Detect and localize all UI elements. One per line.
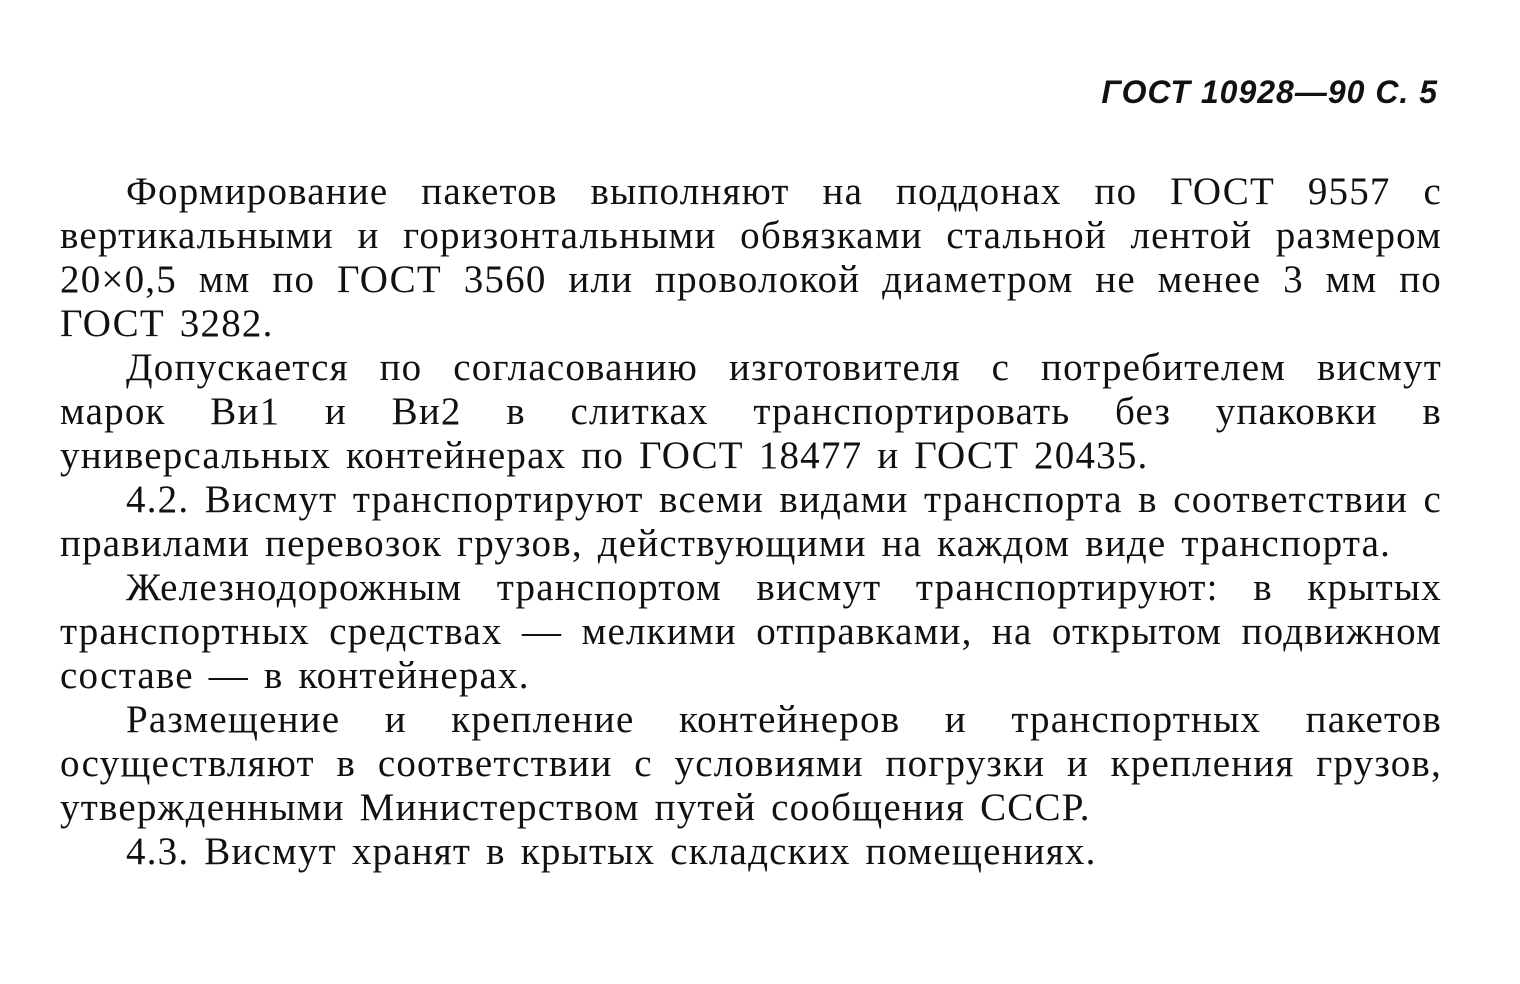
running-header: ГОСТ 10928—90 С. 5: [1101, 74, 1438, 110]
paragraph-4-3-storage: 4.3. Висмут хранят в крытых складских помещениях.: [126, 830, 1097, 873]
paragraph-placement: Размещение и крепление контейнеров и транспортных пакетов осуществляют в соответствии с условиями погрузки и крепления грузов, утвержденными Министерством путей сообщения СССР.: [60, 698, 1442, 829]
paragraph-packaging: Формирование пакетов выполняют на поддонах по ГОСТ 9557 с вертикальными и горизонтальными обвязками стальной лентой размером 20×0,5 мм по ГОСТ 3560 или проволокой диаметром не менее 3 мм по ГОСТ 3282.: [60, 170, 1442, 345]
paragraph-4-2-transport: 4.2. Висмут транспортируют всеми видами транспорта в соответствии с правилами перевозок грузов, действующими на каждом виде транспорта.: [60, 478, 1442, 565]
paragraph-containers: Допускается по согласованию изготовителя с потребителем висмут марок Ви1 и Ви2 в слитках транспортировать без упаковки в универсальных контейнерах по ГОСТ 18477 и ГОСТ 20435.: [60, 346, 1442, 477]
paragraph-railway: Железнодорожным транспортом висмут транспортируют: в крытых транспортных средствах — мелкими отправками, на открытом подвижном составе — в контейнерах.: [60, 566, 1442, 697]
body-text: [60, 170, 1442, 874]
